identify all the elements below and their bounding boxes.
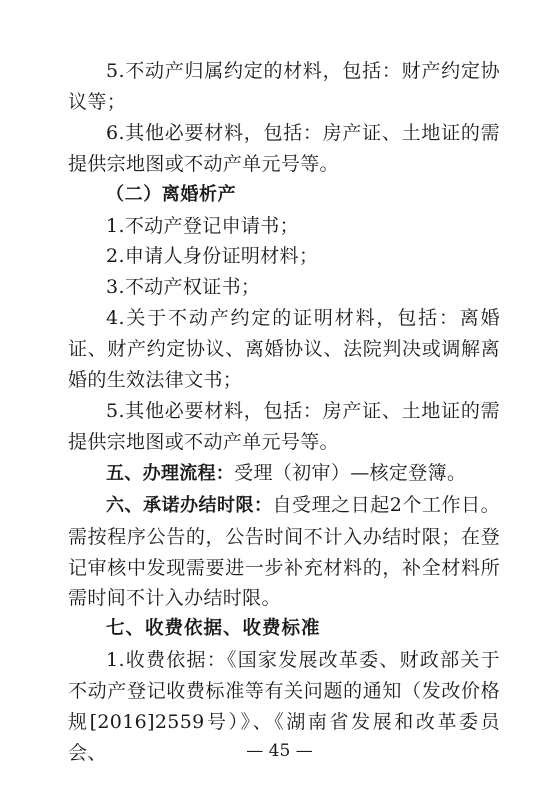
paragraph-other-materials: 6.其他必要材料，包括：房产证、土地证的需提供宗地图或不动产单元号等。 xyxy=(68,121,500,175)
section-time-limit-label: 六、承诺办结时限： xyxy=(106,494,273,516)
paragraph-fee-basis: 1.收费依据：《国家发展改革委、财政部关于不动产登记收费标准等有关问题的通知（发改价格规[2016]2559号）》、《湖南省发展和改革委员会、 xyxy=(68,649,500,764)
section-process-label: 五、办理流程： xyxy=(106,462,235,484)
list-item: 5.其他必要材料，包括：房产证、土地证的需提供宗地图或不动产单元号等。 xyxy=(68,399,500,453)
list-item: 3.不动产权证书； xyxy=(106,276,261,299)
list-item: 1.不动产登记申请书； xyxy=(106,214,299,237)
section-process-text: 受理（初审）—核定登簿。 xyxy=(234,461,467,484)
page-number: — 45 — xyxy=(246,741,313,761)
section-time-limit xyxy=(68,490,500,615)
list-item: 4.关于不动产约定的证明材料，包括：离婚证、财产约定协议、离婚协议、法院判决或调解离婚的生效法律文书； xyxy=(68,307,500,392)
document-body xyxy=(68,56,500,769)
section-process xyxy=(68,458,500,490)
list-item: 2.申请人身份证明材料； xyxy=(106,245,319,268)
paragraph-property-agreement: 5.不动产归属约定的材料，包括：财产约定协议等； xyxy=(68,60,500,113)
divorce-division-heading: （二）离婚析产 xyxy=(106,183,237,205)
section-time-limit-text: 自受理之日起2个工作日。需按程序公告的，公告时间不计入办结时限；在登记审核中发现需要进一步补充材料的，补全材料所需时间不计入办结时限。 xyxy=(68,493,500,610)
section-fees-heading: 七、收费依据、收费标准 xyxy=(106,618,321,640)
